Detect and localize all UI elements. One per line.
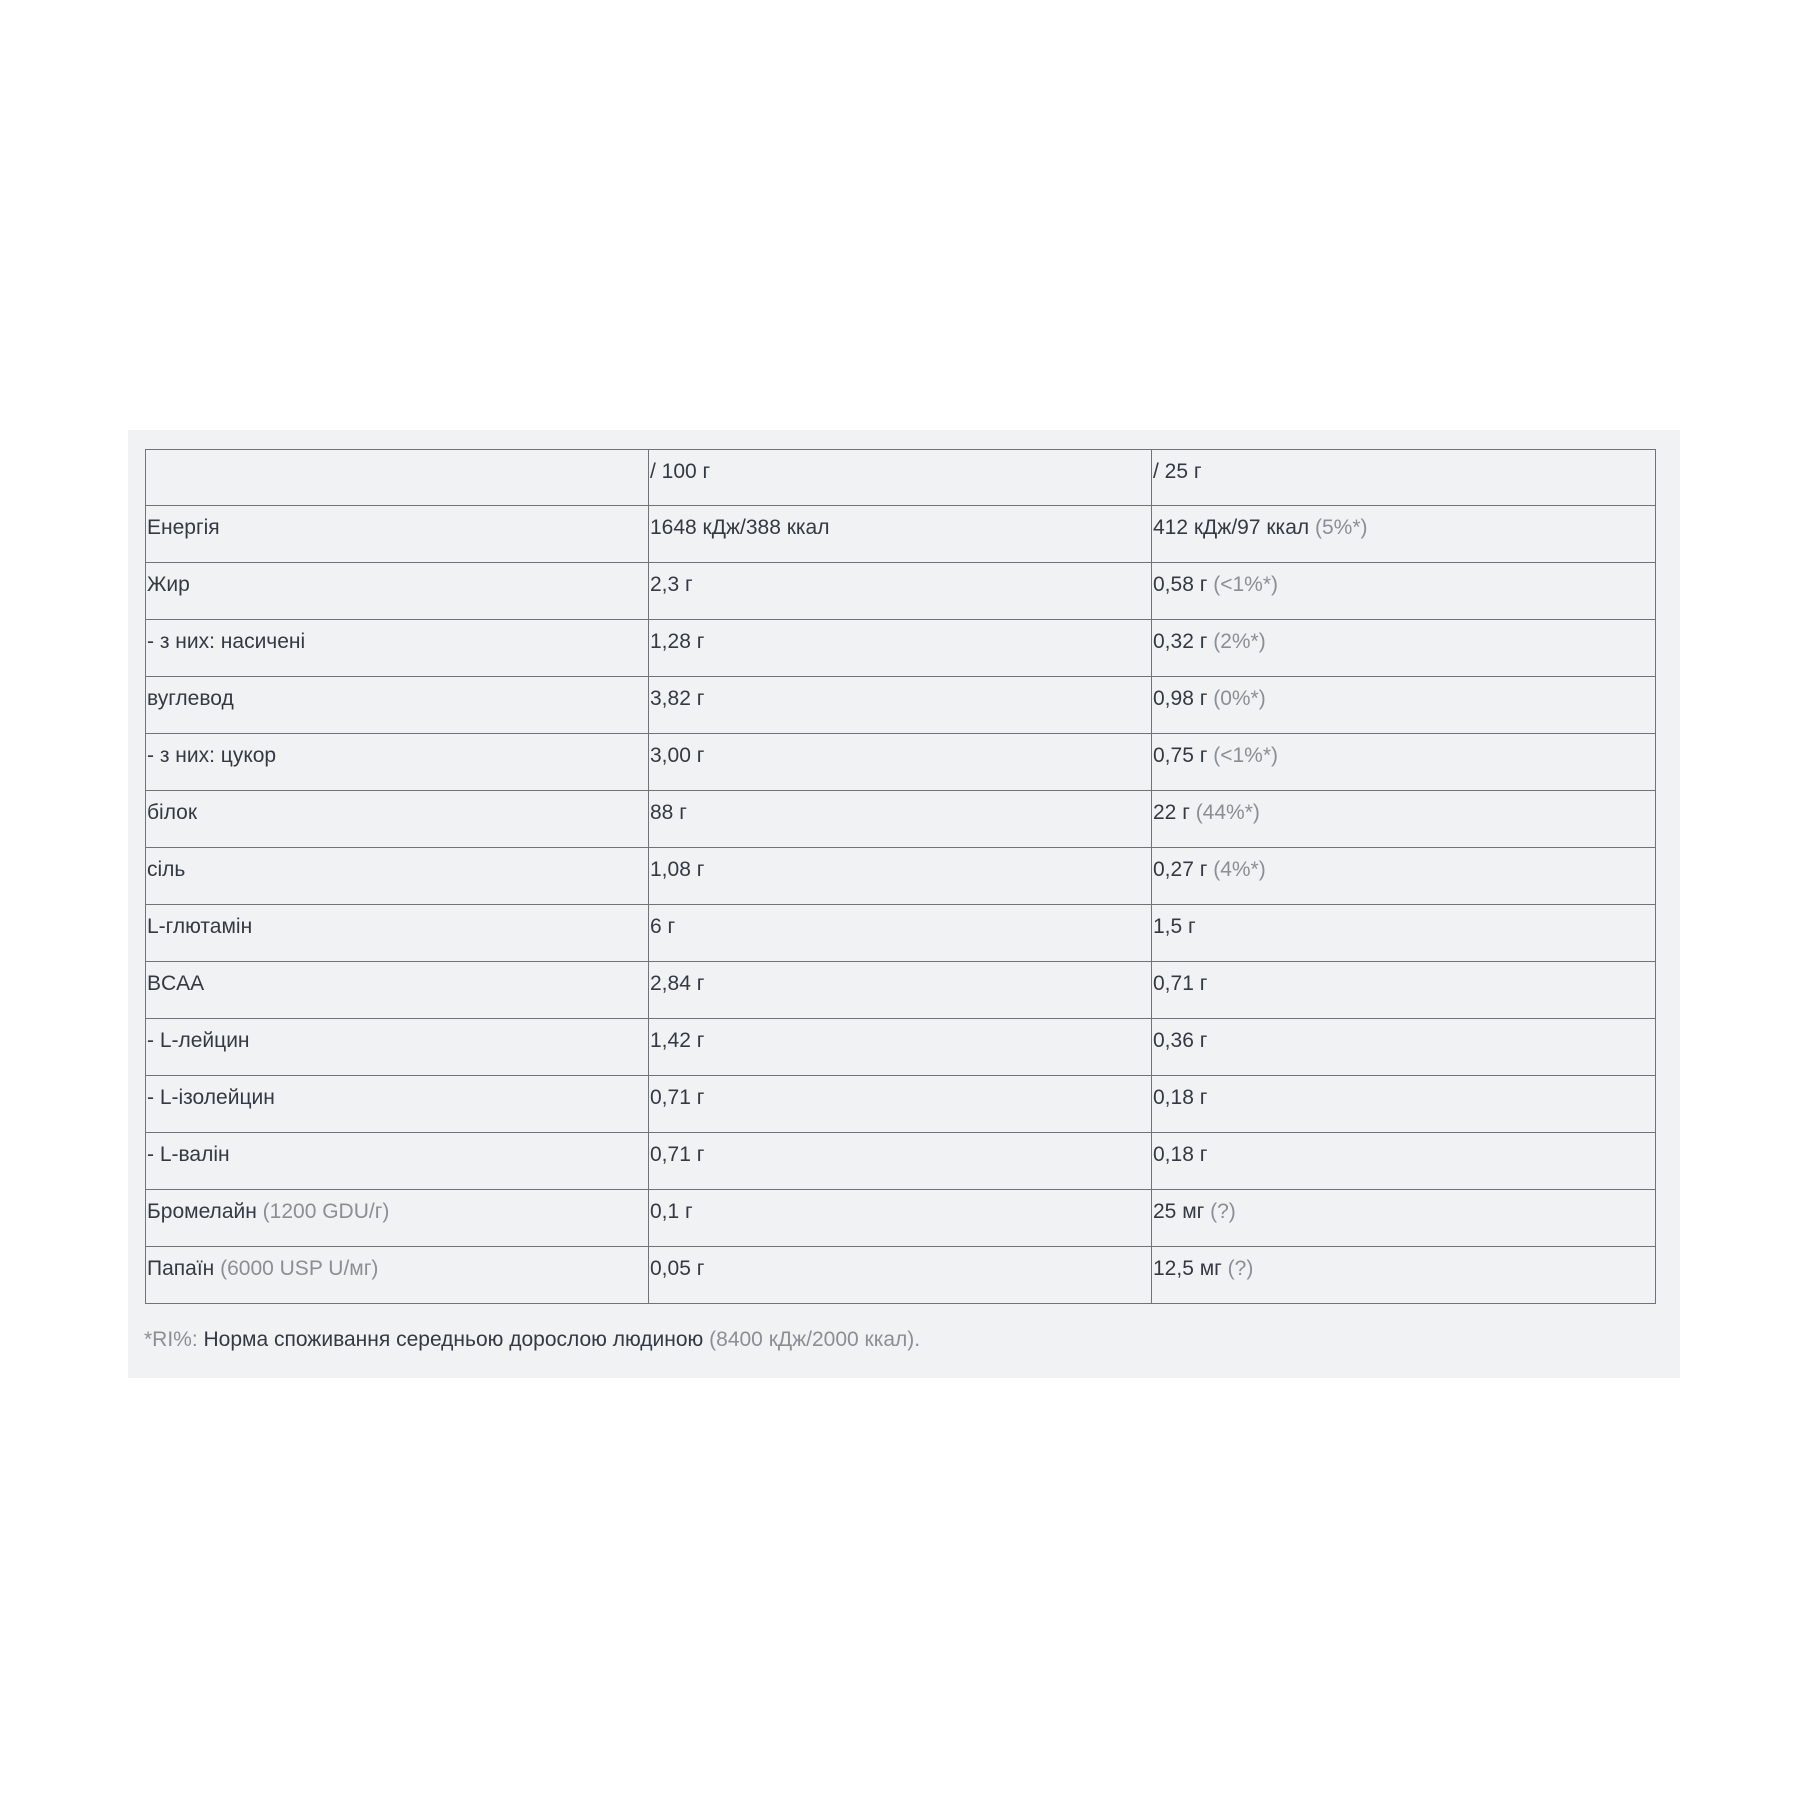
cell-per-100g: 1,08 г — [649, 848, 1152, 905]
cell-per-serving — [1152, 848, 1656, 905]
table-row — [146, 620, 1656, 677]
nutrient-name: вуглевод — [147, 687, 234, 710]
serving-ri-percent: (5%*) — [1309, 516, 1368, 539]
serving-ri-percent: (2%*) — [1207, 630, 1266, 653]
cell-per-serving — [1152, 962, 1656, 1019]
cell-per-serving — [1152, 905, 1656, 962]
cell-per-100g: 0,71 г — [649, 1133, 1152, 1190]
serving-ri-percent: (?) — [1204, 1200, 1236, 1223]
serving-value: 0,27 г — [1153, 858, 1208, 881]
nutrient-unit-note: (1200 GDU/г) — [256, 1200, 390, 1223]
table-row — [146, 734, 1656, 791]
cell-nutrient — [146, 620, 649, 677]
nutrient-name: - з них: насичені — [147, 630, 306, 653]
serving-value: 12,5 мг — [1153, 1257, 1222, 1280]
serving-value: 0,71 г — [1153, 972, 1208, 995]
cell-per-serving — [1152, 734, 1656, 791]
table-row — [146, 848, 1656, 905]
table-row — [146, 1133, 1656, 1190]
cell-nutrient — [146, 962, 649, 1019]
table-row — [146, 506, 1656, 563]
cell-per-100g: 1,42 г — [649, 1019, 1152, 1076]
serving-ri-percent: (44%*) — [1189, 801, 1260, 824]
table-row — [146, 791, 1656, 848]
cell-nutrient — [146, 1247, 649, 1304]
table-row — [146, 962, 1656, 1019]
header-cell-per-100g: / 100 г — [649, 450, 1152, 506]
cell-per-serving — [1152, 563, 1656, 620]
cell-per-100g: 3,00 г — [649, 734, 1152, 791]
nutrient-name: BCAA — [147, 972, 205, 995]
serving-value: 1,5 г — [1153, 915, 1196, 938]
header-cell-per-serving: / 25 г — [1152, 450, 1656, 506]
table-header-row — [146, 450, 1656, 506]
serving-value: 0,18 г — [1153, 1143, 1208, 1166]
table-row — [146, 1019, 1656, 1076]
cell-per-serving — [1152, 1019, 1656, 1076]
nutrition-panel — [128, 430, 1680, 1378]
cell-per-serving — [1152, 1133, 1656, 1190]
serving-value: 0,18 г — [1153, 1086, 1208, 1109]
cell-per-100g: 2,3 г — [649, 563, 1152, 620]
serving-value: 22 г — [1153, 801, 1190, 824]
cell-nutrient — [146, 506, 649, 563]
footnote-suffix: (8400 кДж/2000 ккал). — [703, 1328, 921, 1351]
header-cell-nutrient — [146, 450, 649, 506]
nutrient-name: Бромелайн — [147, 1200, 257, 1223]
cell-per-100g: 88 г — [649, 791, 1152, 848]
footnote — [144, 1328, 920, 1352]
cell-per-serving — [1152, 1076, 1656, 1133]
cell-nutrient — [146, 1133, 649, 1190]
serving-ri-percent: (?) — [1221, 1257, 1254, 1280]
serving-value: 25 мг — [1153, 1200, 1205, 1223]
cell-nutrient — [146, 677, 649, 734]
cell-per-serving — [1152, 1247, 1656, 1304]
cell-per-serving — [1152, 506, 1656, 563]
nutrient-name: L-глютамін — [147, 915, 253, 938]
footnote-text: Норма споживання середньою дорослою людиною — [203, 1328, 704, 1351]
cell-nutrient — [146, 1190, 649, 1247]
cell-per-100g: 0,05 г — [649, 1247, 1152, 1304]
table-row — [146, 1247, 1656, 1304]
cell-nutrient — [146, 563, 649, 620]
cell-nutrient — [146, 791, 649, 848]
cell-nutrient — [146, 1019, 649, 1076]
cell-per-100g: 3,82 г — [649, 677, 1152, 734]
cell-per-100g: 2,84 г — [649, 962, 1152, 1019]
nutrient-name: Папаїн — [147, 1257, 215, 1280]
serving-ri-percent: (<1%*) — [1207, 573, 1278, 596]
nutrient-name: Жир — [147, 573, 190, 596]
cell-nutrient — [146, 848, 649, 905]
table-row — [146, 677, 1656, 734]
nutrient-name: - з них: цукор — [147, 744, 277, 767]
serving-ri-percent: (<1%*) — [1207, 744, 1278, 767]
footnote-prefix: *RI%: — [144, 1328, 204, 1351]
table-row — [146, 1076, 1656, 1133]
cell-per-serving — [1152, 677, 1656, 734]
cell-nutrient — [146, 734, 649, 791]
serving-value: 0,36 г — [1153, 1029, 1208, 1052]
cell-per-serving — [1152, 1190, 1656, 1247]
table-row — [146, 905, 1656, 962]
nutrient-unit-note: (6000 USP U/мг) — [214, 1257, 379, 1280]
nutrient-name: - L-лейцин — [147, 1029, 250, 1052]
cell-nutrient — [146, 905, 649, 962]
serving-value: 0,98 г — [1153, 687, 1208, 710]
cell-per-100g: 6 г — [649, 905, 1152, 962]
serving-value: 412 кДж/97 ккал — [1153, 516, 1310, 539]
serving-ri-percent: (4%*) — [1207, 858, 1266, 881]
serving-value: 0,32 г — [1153, 630, 1208, 653]
nutrition-table — [145, 449, 1656, 1304]
nutrient-name: білок — [147, 801, 198, 824]
serving-value: 0,58 г — [1153, 573, 1208, 596]
cell-per-100g: 0,1 г — [649, 1190, 1152, 1247]
nutrition-table-body — [146, 450, 1656, 1304]
nutrient-name: - L-валін — [147, 1143, 230, 1166]
cell-per-serving — [1152, 791, 1656, 848]
cell-per-serving — [1152, 620, 1656, 677]
table-row — [146, 1190, 1656, 1247]
serving-value: 0,75 г — [1153, 744, 1208, 767]
nutrient-name: - L-ізолейцин — [147, 1086, 275, 1109]
cell-per-100g: 1,28 г — [649, 620, 1152, 677]
cell-per-100g: 1648 кДж/388 ккал — [649, 506, 1152, 563]
serving-ri-percent: (0%*) — [1207, 687, 1266, 710]
cell-nutrient — [146, 1076, 649, 1133]
table-row — [146, 563, 1656, 620]
cell-per-100g: 0,71 г — [649, 1076, 1152, 1133]
nutrient-name: Енергія — [147, 516, 220, 539]
nutrient-name: сіль — [147, 858, 186, 881]
